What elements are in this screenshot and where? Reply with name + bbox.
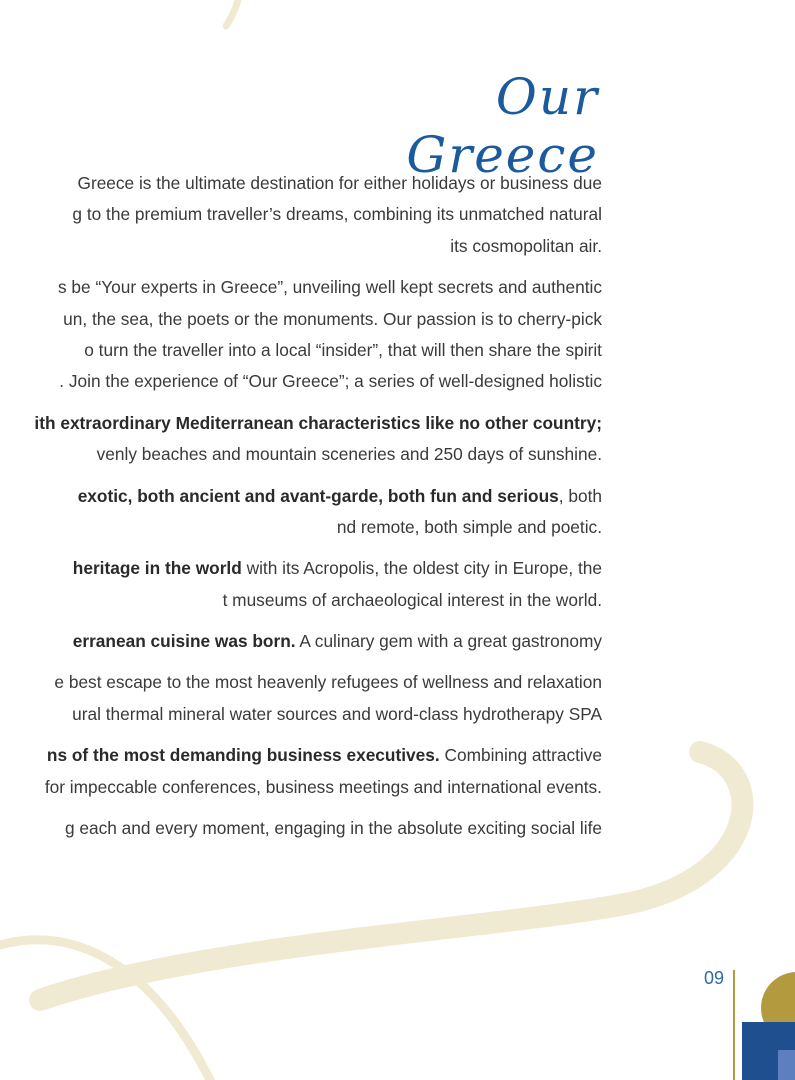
navy-block: [742, 1022, 795, 1080]
text-line: [0, 231, 602, 262]
top-swirl: [226, 0, 238, 26]
text-line: [0, 667, 602, 698]
paragraph: [0, 813, 602, 844]
text-line: [0, 512, 602, 543]
paragraph: [0, 626, 602, 657]
text-line: [0, 740, 602, 771]
paragraph: [0, 481, 602, 544]
text-segment: g each and every moment, engaging in the absolute exciting social life: [64, 818, 602, 839]
text-line: [0, 553, 602, 584]
text-line: [0, 304, 602, 335]
text-segment: , both: [558, 485, 602, 506]
paragraph: [0, 168, 602, 262]
body-text: [0, 168, 602, 844]
text-segment: nd remote, both simple and poetic.: [336, 516, 602, 537]
text-line: [0, 408, 602, 439]
paragraph-gap: [0, 262, 602, 272]
bold-text: ns of the most demanding business executives.: [46, 745, 440, 766]
lower-swirl: [0, 940, 210, 1080]
text-line: [0, 439, 602, 470]
text-line: [0, 699, 602, 730]
text-segment: . Join the experience of “Our Greece”; a series of well-designed holistic: [59, 371, 602, 392]
text-segment: e best escape to the most heavenly refugees of wellness and relaxation: [54, 672, 602, 693]
gold-circle: [761, 972, 795, 1044]
paragraph: [0, 272, 602, 398]
text-line: [0, 366, 602, 397]
text-segment: for impeccable conferences, business meetings and international events.: [44, 776, 602, 797]
text-segment: un, the sea, the poets or the monuments. Our passion is to cherry-pick: [63, 308, 602, 329]
light-block: [778, 1050, 795, 1080]
text-segment: g to the premium traveller’s dreams, combining its unmatched natural: [72, 204, 602, 225]
text-line: [0, 272, 602, 303]
page-number-divider: [733, 970, 735, 1080]
paragraph: [0, 408, 602, 471]
paragraph: [0, 553, 602, 616]
bold-text: heritage in the world: [72, 558, 242, 579]
bold-text: erranean cuisine was born.: [72, 631, 296, 652]
text-line: [0, 813, 602, 844]
text-segment: its cosmopolitan air.: [450, 235, 602, 256]
text-segment: o turn the traveller into a local “insider”, that will then share the spirit: [84, 339, 602, 360]
bold-text: ith extraordinary Mediterranean characteristics like no other country;: [34, 412, 602, 433]
text-line: [0, 199, 602, 230]
paragraph-gap: [0, 657, 602, 667]
text-line: [0, 168, 602, 199]
page-title: Our Greece: [406, 68, 599, 184]
paragraph: [0, 740, 602, 803]
page-number: 09: [704, 968, 725, 988]
paragraph-gap: [0, 398, 602, 408]
text-segment: s be “Your experts in Greece”, unveiling well kept secrets and authentic: [57, 277, 602, 298]
paragraph: [0, 667, 602, 730]
text-line: [0, 626, 602, 657]
paragraph-gap: [0, 730, 602, 740]
text-segment: Greece is the ultimate destination for either holidays or business due: [77, 173, 602, 193]
paragraph-gap: [0, 616, 602, 626]
text-line: [0, 772, 602, 803]
text-segment: venly beaches and mountain sceneries and 250 days of sunshine.: [96, 444, 602, 465]
paragraph-gap: [0, 543, 602, 553]
bold-text: exotic, both ancient and avant-garde, both fun and serious: [77, 485, 559, 506]
text-segment: A culinary gem with a great gastronomy: [295, 631, 602, 652]
text-segment: with its Acropolis, the oldest city in Europe, the: [241, 558, 602, 579]
text-segment: Combining attractive: [439, 745, 602, 766]
paragraph-gap: [0, 471, 602, 481]
text-line: [0, 335, 602, 366]
paragraph-gap: [0, 803, 602, 813]
text-segment: t museums of archaeological interest in the world.: [222, 589, 602, 610]
text-line: [0, 481, 602, 512]
text-segment: ural thermal mineral water sources and word-class hydrotherapy SPA: [72, 703, 602, 724]
text-line: [0, 585, 602, 616]
